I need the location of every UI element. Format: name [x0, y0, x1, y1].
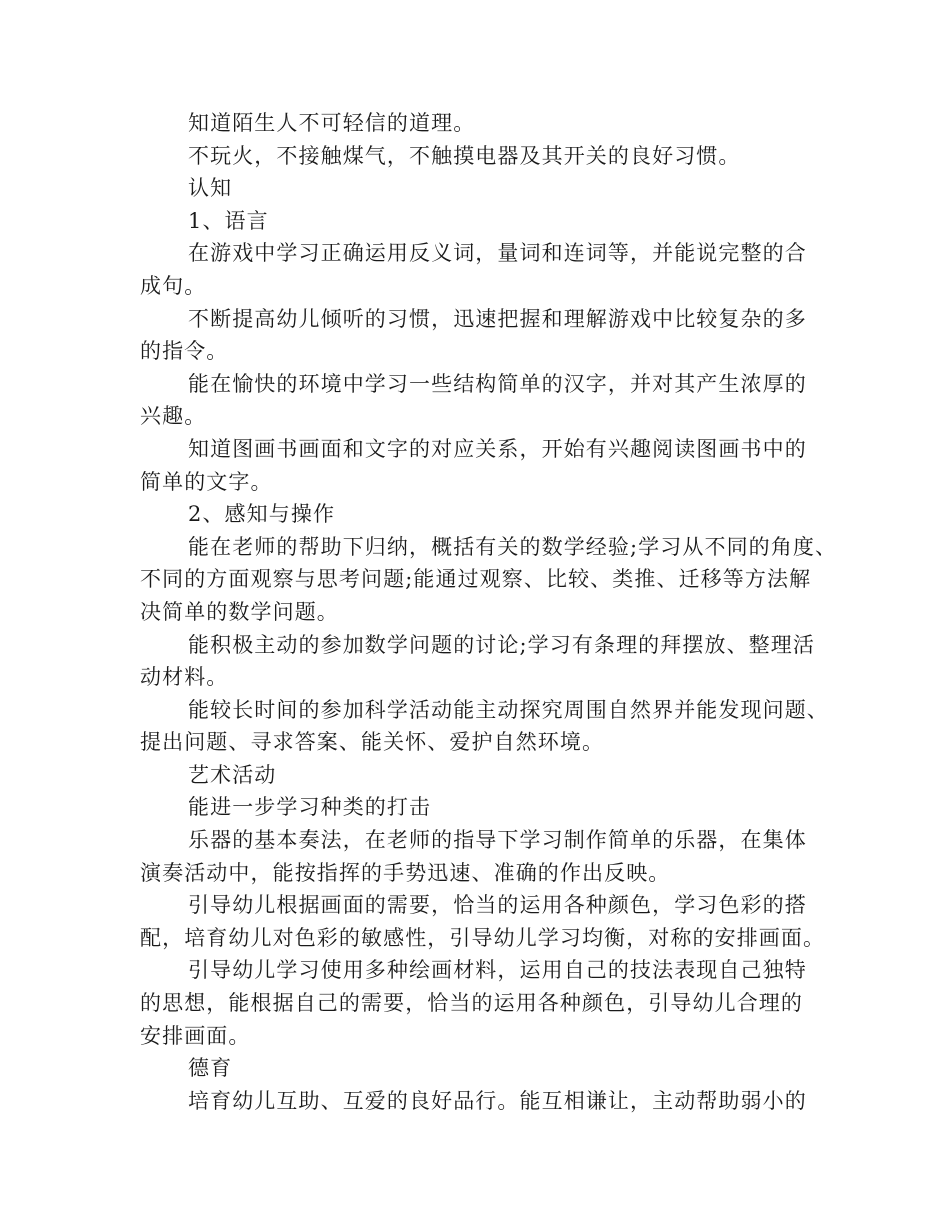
text-line: 艺术活动	[188, 762, 277, 787]
text-line: 能积极主动的参加数学问题的讨论;学习有条理的拜摆放、整理活	[188, 632, 815, 657]
text-line: 的指令。	[140, 339, 229, 364]
text-line: 能较长时间的参加科学活动能主动探究周围自然界并能发现问题、	[188, 697, 829, 722]
text-line: 能在老师的帮助下归纳，概括有关的数学经验;学习从不同的角度、	[188, 534, 838, 559]
text-line: 知道陌生人不可轻信的道理。	[188, 111, 476, 135]
text-line: 不玩火，不接触煤气，不触摸电器及其开关的良好习惯。	[188, 143, 741, 168]
text-line: 提出问题、寻求答案、能关怀、爱护自然环境。	[140, 730, 605, 755]
text-line: 不断提高幼儿倾听的习惯，迅速把握和理解游戏中比较复杂的多	[188, 306, 807, 331]
document-body	[140, 107, 838, 1117]
text-line: 决简单的数学问题。	[140, 599, 339, 624]
text-line: 配，培育幼儿对色彩的敏感性，引导幼儿学习均衡，对称的安排画面。	[140, 925, 826, 950]
text-line: 兴趣。	[140, 404, 207, 429]
text-line: 动材料。	[140, 665, 229, 690]
text-line: 演奏活动中，能按指挥的手势迅速、准确的作出反映。	[140, 860, 671, 885]
text-line: 乐器的基本奏法，在老师的指导下学习制作简单的乐器，在集体	[188, 828, 807, 853]
text-line: 简单的文字。	[140, 469, 273, 494]
text-line: 1、语言	[188, 208, 269, 233]
text-line: 安排画面。	[140, 1023, 251, 1048]
text-line: 2、感知与操作	[188, 502, 336, 527]
text-line: 引导幼儿根据画面的需要，恰当的运用各种颜色，学习色彩的搭	[188, 893, 807, 918]
text-line: 成句。	[140, 273, 207, 298]
text-line: 的思想，能根据自己的需要，恰当的运用各种颜色，引导幼儿合理的	[140, 991, 803, 1016]
text-line: 能进一步学习种类的打击	[188, 795, 432, 820]
text-line: 能在愉快的环境中学习一些结构简单的汉字，并对其产生浓厚的	[188, 371, 807, 396]
text-line: 在游戏中学习正确运用反义词，量词和连词等，并能说完整的合	[188, 241, 807, 266]
text-line: 德育	[188, 1056, 233, 1081]
text-line: 知道图画书画面和文字的对应关系，开始有兴趣阅读图画书中的	[188, 436, 807, 461]
text-line: 培育幼儿互助、互爱的良好品行。能互相谦让，主动帮助弱小的	[188, 1088, 807, 1113]
text-line: 认知	[188, 176, 233, 201]
text-line: 不同的方面观察与思考问题;能通过观察、比较、类推、迁移等方法解	[140, 567, 812, 592]
text-line: 引导幼儿学习使用多种绘画材料，运用自己的技法表现自己独特	[188, 958, 807, 983]
